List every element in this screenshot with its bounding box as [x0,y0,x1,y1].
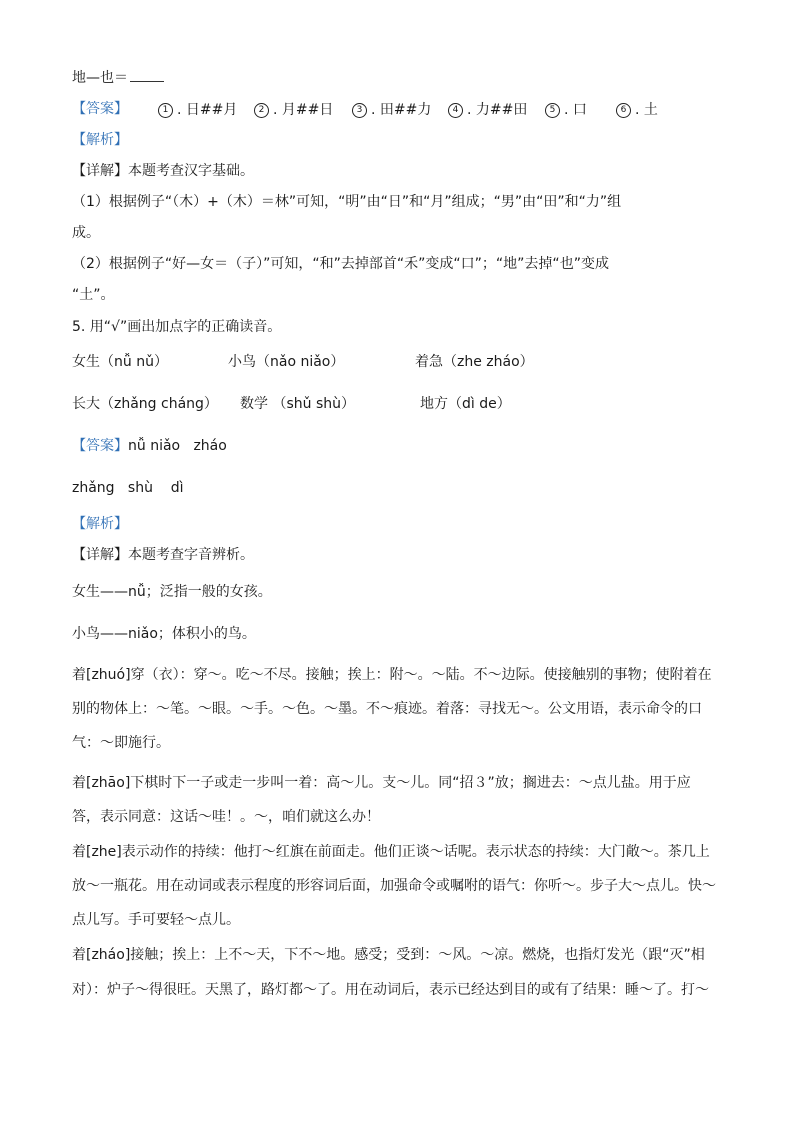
option-text: . 力##田 [467,102,528,118]
circled-number: 1 [158,103,173,118]
explanation-1-line-2: 成。 [72,225,100,241]
pinyin-item-4: 长大（zhǎng cháng） [72,396,218,412]
option-text: . 日##月 [177,102,238,118]
answer-option-1 [158,99,237,119]
pinyin-item-3: 着急（zhe zháo） [415,354,534,370]
q5-answer-line-2: zhǎng shù dì [72,480,184,496]
answer-option-4 [448,99,527,119]
analysis-label: 【解析】 [72,516,128,532]
zhao2-line-1: 着[zháo]接触；挨上：上不～天，下不～地。感受；受到：～风。～凉。燃烧，也指灯发光（跟“灭”相 [72,947,705,963]
zhao1-line-2: 答，表示同意：这话～哇！。～，咱们就这么办！ [72,809,380,825]
option-text: . 田##力 [371,102,432,118]
detail-label: 【详解】 [72,547,128,563]
answer-option-6 [616,99,658,119]
answer-label: 【答案】 [72,101,128,117]
q5-answer-line [72,436,227,456]
explanation-nv: 女生——nǚ；泛指一般的女孩。 [72,584,272,600]
zhe-line-3: 点儿写。手可要轻～点儿。 [72,912,240,928]
pinyin-item-5: 数学 （shǔ shù） [240,396,355,412]
explanation-1-line-1: （1）根据例子“（木）+（木）＝林”可知，“明”由“日”和“月”组成；“男”由“田”和“力”组 [72,194,622,210]
zhuo-line-1: 着[zhuó]穿（衣）：穿～。吃～不尽。接触；挨上：附～。～陆。不～边际。使接触别的事物；使附着在 [72,667,712,683]
option-text: . 月##日 [273,102,334,118]
q4-answer-line [72,99,128,119]
explanation-2-line-1: （2）根据例子“好—女＝（子）”可知，“和”去掉部首“禾”变成“口”；“地”去掉“也”变成 [72,256,609,272]
question-5-title: 5. 用“√”画出加点字的正确读音。 [72,319,282,335]
explanation-niao: 小鸟——niǎo；体积小的鸟。 [72,626,256,642]
option-text: . 口 [564,102,587,118]
pinyin-item-6: 地方（dì de） [420,396,511,412]
detail-text: 本题考查汉字基础。 [128,163,254,179]
zhuo-line-2: 别的物体上：～笔。～眼。～手。～色。～墨。不～痕迹。着落：寻找无～。公文用语，表示命令的口 [72,701,702,717]
answer-blank [130,67,164,82]
option-text: . 土 [635,102,658,118]
detail-line [72,161,254,181]
answer-option-2 [254,99,333,119]
circled-number: 6 [616,103,631,118]
detail-label: 【详解】 [72,163,128,179]
zhe-line-1: 着[zhe]表示动作的持续：他打～红旗在前面走。他们正谈～话呢。表示状态的持续：大门敞～。茶几上 [72,844,710,860]
circled-number: 3 [352,103,367,118]
explanation-2-line-2: “土”。 [72,287,115,303]
tail-text: 地—也＝ [72,70,128,86]
circled-number: 4 [448,103,463,118]
zhe-line-2: 放～一瓶花。用在动词或表示程度的形容词后面，加强命令或嘱咐的语气：你听～。步子大～点儿。快～ [72,878,716,894]
circled-number: 2 [254,103,269,118]
answer-text: nǚ niǎo zháo [128,438,227,454]
zhao1-line-1: 着[zhāo]下棋时下一子或走一步叫一着：高～儿。支～儿。同“招３”放；搁进去：～点儿盐。用于应 [72,775,691,791]
detail-line [72,545,254,565]
answer-label: 【答案】 [72,438,128,454]
answer-option-3 [352,99,431,119]
analysis-label: 【解析】 [72,132,128,148]
answer-option-5 [545,99,587,119]
circled-number: 5 [545,103,560,118]
detail-text: 本题考查字音辨析。 [128,547,254,563]
pinyin-item-2: 小鸟（nǎo niǎo） [228,354,345,370]
pinyin-item-1: 女生（nǚ nǔ） [72,354,168,370]
question-tail-line [72,67,164,88]
zhuo-line-3: 气：～即施行。 [72,735,170,751]
zhao2-line-2: 对）：炉子～得很旺。天黑了，路灯都～了。用在动词后，表示已经达到目的或有了结果：睡～了。打～ [72,982,709,998]
